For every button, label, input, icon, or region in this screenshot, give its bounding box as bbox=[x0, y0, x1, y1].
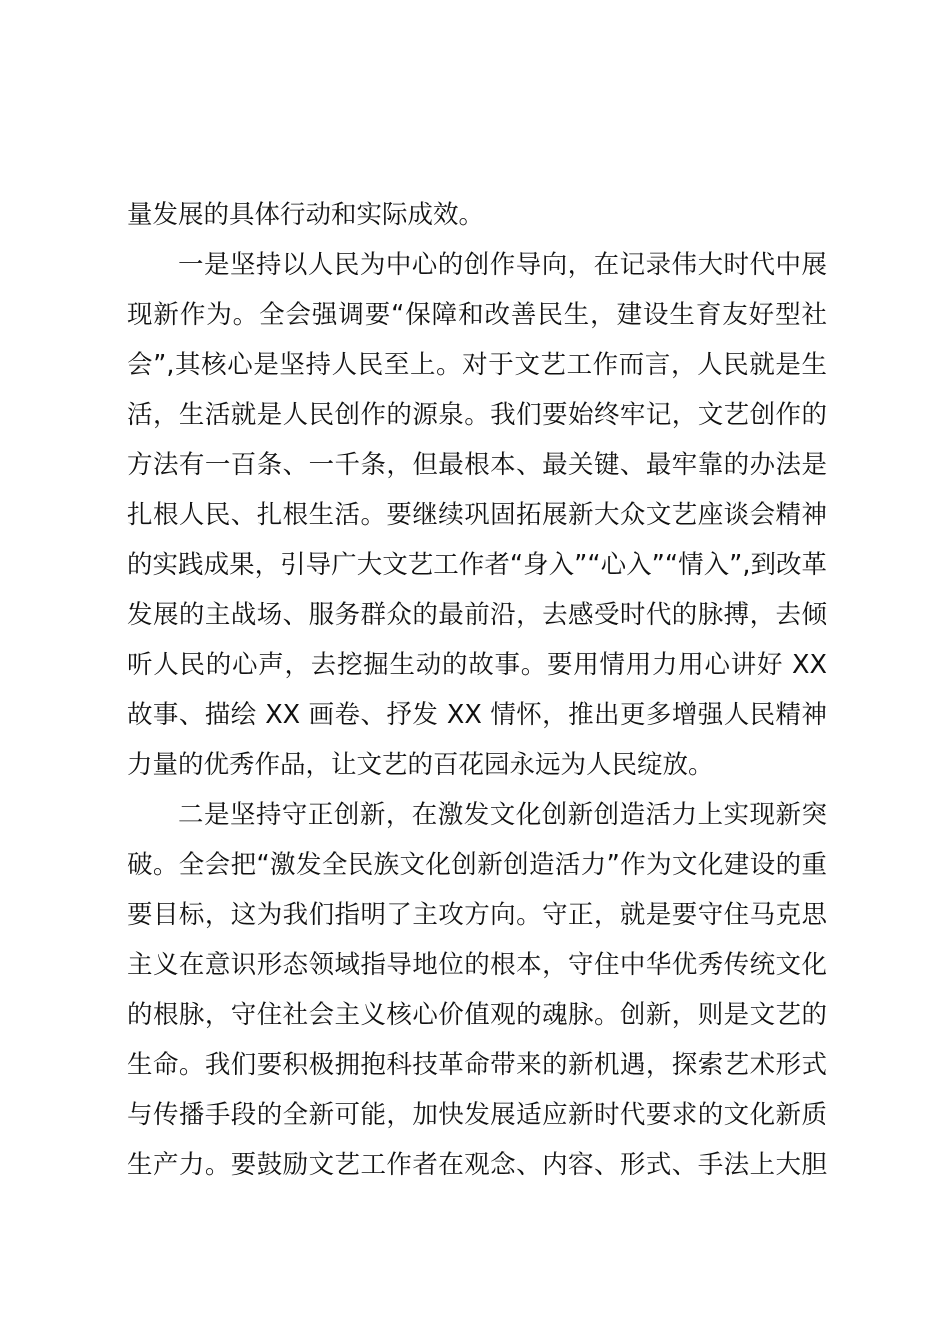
text-line: 主义在意识形态领域指导地位的根本，守住中华优秀传统文化 bbox=[127, 950, 827, 980]
text-line: 发展的主战场、服务群众的最前沿，去感受时代的脉搏，去倾 bbox=[127, 600, 827, 630]
body-text bbox=[127, 190, 827, 1190]
paragraph-first-line: 一是坚持以人民为中心的创作导向，在记录伟大时代中展 bbox=[178, 250, 827, 280]
paragraph-first-line: 二是坚持守正创新，在激发文化创新创造活力上实现新突 bbox=[178, 800, 827, 830]
text-line: 力量的优秀作品，让文艺的百花园永远为人民绽放。 bbox=[127, 750, 714, 780]
text-line: 故事、描绘 XX 画卷、抒发 XX 情怀，推出更多增强人民精神 bbox=[127, 700, 827, 730]
text-line: 扎根人民、扎根生活。要继续巩固拓展新大众文艺座谈会精神 bbox=[127, 500, 827, 530]
text-line: 与传播手段的全新可能，加快发展适应新时代要求的文化新质 bbox=[127, 1100, 827, 1130]
text-line: 的实践成果，引导广大文艺工作者“身入”“心入”“情入”,到改革 bbox=[127, 550, 827, 580]
text-line: 现新作为。全会强调要“保障和改善民生，建设生育友好型社 bbox=[127, 300, 827, 330]
text-line: 的根脉，守住社会主义核心价值观的魂脉。创新，则是文艺的 bbox=[127, 1000, 827, 1030]
text-line: 活，生活就是人民创作的源泉。我们要始终牢记，文艺创作的 bbox=[127, 400, 827, 430]
text-line: 生命。我们要积极拥抱科技革命带来的新机遇，探索艺术形式 bbox=[127, 1050, 827, 1080]
text-line: 方法有一百条、一千条，但最根本、最关键、最牢靠的办法是 bbox=[127, 450, 827, 480]
text-line: 会”,其核心是坚持人民至上。对于文艺工作而言，人民就是生 bbox=[127, 350, 827, 380]
text-line: 破。全会把“激发全民族文化创新创造活力”作为文化建设的重 bbox=[127, 850, 827, 880]
text-line: 生产力。要鼓励文艺工作者在观念、内容、形式、手法上大胆 bbox=[127, 1150, 827, 1180]
text-line: 要目标，这为我们指明了主攻方向。守正，就是要守住马克思 bbox=[127, 900, 827, 930]
text-line: 量发展的具体行动和实际成效。 bbox=[127, 200, 485, 230]
text-line: 听人民的心声，去挖掘生动的故事。要用情用力用心讲好 XX bbox=[127, 650, 827, 680]
